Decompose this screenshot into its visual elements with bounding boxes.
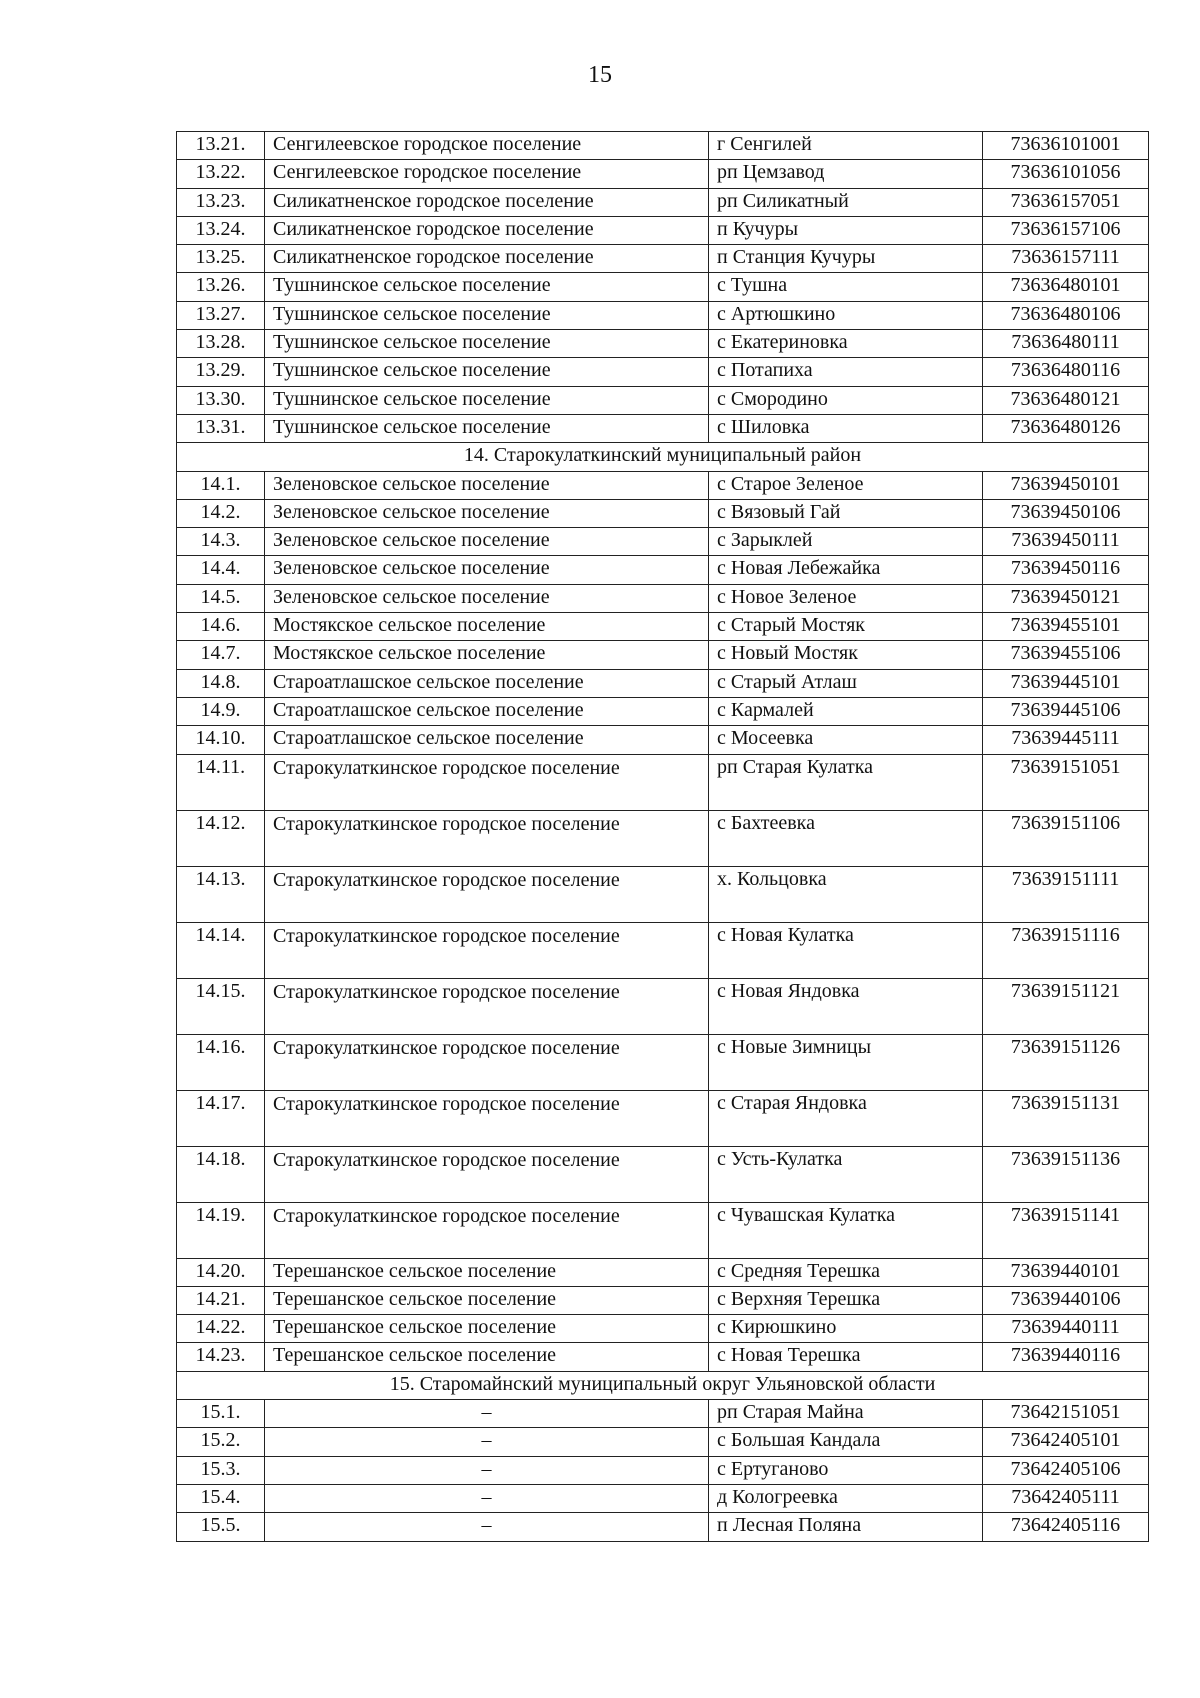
code-cell: 73636157106 xyxy=(983,216,1149,244)
settlement-cell: – xyxy=(265,1400,709,1428)
code-cell: 73639440101 xyxy=(983,1258,1149,1286)
table-row xyxy=(177,358,1149,386)
code-cell: 73639450116 xyxy=(983,556,1149,584)
table-row xyxy=(177,471,1149,499)
row-number: 14.10. xyxy=(177,726,265,754)
locality-cell: с Новое Зеленое xyxy=(709,584,983,612)
code-cell: 73639151111 xyxy=(983,866,1149,922)
locality-cell: рп Старая Кулатка xyxy=(709,754,983,810)
row-number: 14.3. xyxy=(177,528,265,556)
row-number: 14.19. xyxy=(177,1202,265,1258)
table-row xyxy=(177,528,1149,556)
row-number: 13.29. xyxy=(177,358,265,386)
settlement-cell: Старокулаткинское городское поселение xyxy=(265,1034,709,1090)
code-cell: 73639450101 xyxy=(983,471,1149,499)
settlement-cell: Сенгилеевское городское поселение xyxy=(265,160,709,188)
row-number: 13.25. xyxy=(177,245,265,273)
table-row xyxy=(177,669,1149,697)
row-number: 13.21. xyxy=(177,132,265,160)
locality-cell: рп Цемзавод xyxy=(709,160,983,188)
settlement-cell: Зеленовское сельское поселение xyxy=(265,499,709,527)
code-cell: 73639151051 xyxy=(983,754,1149,810)
table-row xyxy=(177,188,1149,216)
row-number: 14.1. xyxy=(177,471,265,499)
table-row xyxy=(177,273,1149,301)
code-cell: 73639151121 xyxy=(983,978,1149,1034)
settlement-cell: Тушнинское сельское поселение xyxy=(265,414,709,442)
table-row xyxy=(177,1400,1149,1428)
table-row xyxy=(177,1258,1149,1286)
locality-cell: с Шиловка xyxy=(709,414,983,442)
code-cell: 73639445106 xyxy=(983,697,1149,725)
table-row xyxy=(177,641,1149,669)
row-number: 13.23. xyxy=(177,188,265,216)
settlement-cell: Старокулаткинское городское поселение xyxy=(265,1090,709,1146)
row-number: 14.14. xyxy=(177,922,265,978)
row-number: 14.23. xyxy=(177,1343,265,1371)
table-row xyxy=(177,245,1149,273)
settlement-cell: Силикатненское городское поселение xyxy=(265,188,709,216)
locality-cell: с Усть-Кулатка xyxy=(709,1146,983,1202)
row-number: 14.13. xyxy=(177,866,265,922)
table-row xyxy=(177,386,1149,414)
settlements-table xyxy=(176,131,1149,1542)
settlement-cell: – xyxy=(265,1484,709,1512)
settlement-cell: – xyxy=(265,1456,709,1484)
locality-cell: с Новая Лебежайка xyxy=(709,556,983,584)
table-row xyxy=(177,726,1149,754)
table-row xyxy=(177,132,1149,160)
settlement-cell: Силикатненское городское поселение xyxy=(265,216,709,244)
settlement-cell: Мостякское сельское поселение xyxy=(265,641,709,669)
code-cell: 73639440106 xyxy=(983,1286,1149,1314)
settlement-cell: Терешанское сельское поселение xyxy=(265,1343,709,1371)
row-number: 14.21. xyxy=(177,1286,265,1314)
table-row xyxy=(177,613,1149,641)
locality-cell: с Старая Яндовка xyxy=(709,1090,983,1146)
row-number: 14.9. xyxy=(177,697,265,725)
row-number: 13.22. xyxy=(177,160,265,188)
code-cell: 73636480101 xyxy=(983,273,1149,301)
section-header-row xyxy=(177,443,1149,471)
table-row xyxy=(177,216,1149,244)
code-cell: 73639455106 xyxy=(983,641,1149,669)
settlement-cell: Мостякское сельское поселение xyxy=(265,613,709,641)
settlement-cell: Терешанское сельское поселение xyxy=(265,1315,709,1343)
code-cell: 73639151106 xyxy=(983,810,1149,866)
settlement-cell: Старокулаткинское городское поселение xyxy=(265,1146,709,1202)
locality-cell: с Артюшкино xyxy=(709,301,983,329)
locality-cell: д Кологреевка xyxy=(709,1484,983,1512)
settlement-cell: Силикатненское городское поселение xyxy=(265,245,709,273)
row-number: 13.27. xyxy=(177,301,265,329)
settlement-cell: Староатлашское сельское поселение xyxy=(265,669,709,697)
table-row xyxy=(177,1343,1149,1371)
settlements-table-container xyxy=(176,131,1148,1542)
settlement-cell: Староатлашское сельское поселение xyxy=(265,697,709,725)
table-row xyxy=(177,414,1149,442)
locality-cell: с Новая Кулатка xyxy=(709,922,983,978)
settlement-cell: Старокулаткинское городское поселение xyxy=(265,810,709,866)
section-header: 15. Старомайнский муниципальный округ Ульяновской области xyxy=(177,1371,1149,1399)
locality-cell: с Новая Терешка xyxy=(709,1343,983,1371)
code-cell: 73639445101 xyxy=(983,669,1149,697)
locality-cell: с Екатериновка xyxy=(709,330,983,358)
table-row xyxy=(177,1484,1149,1512)
code-cell: 73639445111 xyxy=(983,726,1149,754)
code-cell: 73639151126 xyxy=(983,1034,1149,1090)
code-cell: 73642405116 xyxy=(983,1513,1149,1541)
locality-cell: рп Старая Майна xyxy=(709,1400,983,1428)
settlement-cell: Зеленовское сельское поселение xyxy=(265,528,709,556)
table-row xyxy=(177,301,1149,329)
table-row xyxy=(177,1202,1149,1258)
table-row xyxy=(177,978,1149,1034)
table-row xyxy=(177,697,1149,725)
settlement-cell: Тушнинское сельское поселение xyxy=(265,330,709,358)
settlement-cell: Терешанское сельское поселение xyxy=(265,1258,709,1286)
settlement-cell: Тушнинское сельское поселение xyxy=(265,386,709,414)
code-cell: 73636101001 xyxy=(983,132,1149,160)
locality-cell: г Сенгилей xyxy=(709,132,983,160)
settlement-cell: Зеленовское сельское поселение xyxy=(265,584,709,612)
table-row xyxy=(177,330,1149,358)
table-row xyxy=(177,1090,1149,1146)
settlement-cell: – xyxy=(265,1513,709,1541)
locality-cell: с Новая Яндовка xyxy=(709,978,983,1034)
table-row xyxy=(177,1146,1149,1202)
code-cell: 73639440116 xyxy=(983,1343,1149,1371)
table-row xyxy=(177,1034,1149,1090)
row-number: 15.2. xyxy=(177,1428,265,1456)
code-cell: 73639450121 xyxy=(983,584,1149,612)
settlement-cell: – xyxy=(265,1428,709,1456)
locality-cell: с Старый Атлаш xyxy=(709,669,983,697)
locality-cell: с Ертуганово xyxy=(709,1456,983,1484)
table-row xyxy=(177,160,1149,188)
page-number: 15 xyxy=(588,62,612,88)
locality-cell: с Старый Мостяк xyxy=(709,613,983,641)
code-cell: 73636480126 xyxy=(983,414,1149,442)
locality-cell: с Мосеевка xyxy=(709,726,983,754)
settlement-cell: Сенгилеевское городское поселение xyxy=(265,132,709,160)
code-cell: 73636480121 xyxy=(983,386,1149,414)
row-number: 14.5. xyxy=(177,584,265,612)
settlement-cell: Тушнинское сельское поселение xyxy=(265,273,709,301)
code-cell: 73636157111 xyxy=(983,245,1149,273)
code-cell: 73639450111 xyxy=(983,528,1149,556)
locality-cell: с Средняя Терешка xyxy=(709,1258,983,1286)
code-cell: 73636480116 xyxy=(983,358,1149,386)
locality-cell: с Смородино xyxy=(709,386,983,414)
table-row xyxy=(177,556,1149,584)
locality-cell: с Верхняя Терешка xyxy=(709,1286,983,1314)
settlements-table-body xyxy=(177,132,1149,1542)
code-cell: 73639450106 xyxy=(983,499,1149,527)
table-row xyxy=(177,810,1149,866)
settlement-cell: Старокулаткинское городское поселение xyxy=(265,922,709,978)
row-number: 14.15. xyxy=(177,978,265,1034)
locality-cell: с Зарыклей xyxy=(709,528,983,556)
code-cell: 73636480106 xyxy=(983,301,1149,329)
settlement-cell: Старокулаткинское городское поселение xyxy=(265,978,709,1034)
settlement-cell: Зеленовское сельское поселение xyxy=(265,556,709,584)
row-number: 14.18. xyxy=(177,1146,265,1202)
locality-cell: х. Кольцовка xyxy=(709,866,983,922)
table-row xyxy=(177,584,1149,612)
section-header: 14. Старокулаткинский муниципальный район xyxy=(177,443,1149,471)
code-cell: 73642405106 xyxy=(983,1456,1149,1484)
locality-cell: с Бахтеевка xyxy=(709,810,983,866)
code-cell: 73642405101 xyxy=(983,1428,1149,1456)
locality-cell: с Чувашская Кулатка xyxy=(709,1202,983,1258)
settlement-cell: Терешанское сельское поселение xyxy=(265,1286,709,1314)
locality-cell: п Лесная Поляна xyxy=(709,1513,983,1541)
code-cell: 73639151136 xyxy=(983,1146,1149,1202)
locality-cell: с Новый Мостяк xyxy=(709,641,983,669)
row-number: 14.20. xyxy=(177,1258,265,1286)
row-number: 13.24. xyxy=(177,216,265,244)
code-cell: 73642151051 xyxy=(983,1400,1149,1428)
table-row xyxy=(177,1456,1149,1484)
table-row xyxy=(177,754,1149,810)
table-row xyxy=(177,1428,1149,1456)
row-number: 13.28. xyxy=(177,330,265,358)
locality-cell: с Потапиха xyxy=(709,358,983,386)
row-number: 15.3. xyxy=(177,1456,265,1484)
section-header-row xyxy=(177,1371,1149,1399)
code-cell: 73639151116 xyxy=(983,922,1149,978)
row-number: 14.8. xyxy=(177,669,265,697)
locality-cell: с Кармалей xyxy=(709,697,983,725)
code-cell: 73639455101 xyxy=(983,613,1149,641)
row-number: 14.4. xyxy=(177,556,265,584)
settlement-cell: Зеленовское сельское поселение xyxy=(265,471,709,499)
row-number: 14.16. xyxy=(177,1034,265,1090)
code-cell: 73636157051 xyxy=(983,188,1149,216)
locality-cell: п Станция Кучуры xyxy=(709,245,983,273)
row-number: 15.5. xyxy=(177,1513,265,1541)
row-number: 14.11. xyxy=(177,754,265,810)
code-cell: 73636480111 xyxy=(983,330,1149,358)
table-row xyxy=(177,499,1149,527)
row-number: 14.7. xyxy=(177,641,265,669)
settlement-cell: Старокулаткинское городское поселение xyxy=(265,754,709,810)
code-cell: 73636101056 xyxy=(983,160,1149,188)
row-number: 14.6. xyxy=(177,613,265,641)
locality-cell: с Старое Зеленое xyxy=(709,471,983,499)
row-number: 15.1. xyxy=(177,1400,265,1428)
table-row xyxy=(177,922,1149,978)
locality-cell: с Кирюшкино xyxy=(709,1315,983,1343)
table-row xyxy=(177,866,1149,922)
settlement-cell: Тушнинское сельское поселение xyxy=(265,301,709,329)
settlement-cell: Тушнинское сельское поселение xyxy=(265,358,709,386)
settlement-cell: Староатлашское сельское поселение xyxy=(265,726,709,754)
table-row xyxy=(177,1315,1149,1343)
row-number: 14.17. xyxy=(177,1090,265,1146)
locality-cell: с Тушна xyxy=(709,273,983,301)
settlement-cell: Старокулаткинское городское поселение xyxy=(265,866,709,922)
code-cell: 73639151141 xyxy=(983,1202,1149,1258)
row-number: 13.31. xyxy=(177,414,265,442)
locality-cell: с Новые Зимницы xyxy=(709,1034,983,1090)
row-number: 13.30. xyxy=(177,386,265,414)
table-row xyxy=(177,1513,1149,1541)
row-number: 15.4. xyxy=(177,1484,265,1512)
locality-cell: рп Силикатный xyxy=(709,188,983,216)
code-cell: 73642405111 xyxy=(983,1484,1149,1512)
row-number: 14.12. xyxy=(177,810,265,866)
table-row xyxy=(177,1286,1149,1314)
locality-cell: с Вязовый Гай xyxy=(709,499,983,527)
code-cell: 73639440111 xyxy=(983,1315,1149,1343)
row-number: 13.26. xyxy=(177,273,265,301)
settlement-cell: Старокулаткинское городское поселение xyxy=(265,1202,709,1258)
locality-cell: п Кучуры xyxy=(709,216,983,244)
code-cell: 73639151131 xyxy=(983,1090,1149,1146)
row-number: 14.2. xyxy=(177,499,265,527)
row-number: 14.22. xyxy=(177,1315,265,1343)
locality-cell: с Большая Кандала xyxy=(709,1428,983,1456)
